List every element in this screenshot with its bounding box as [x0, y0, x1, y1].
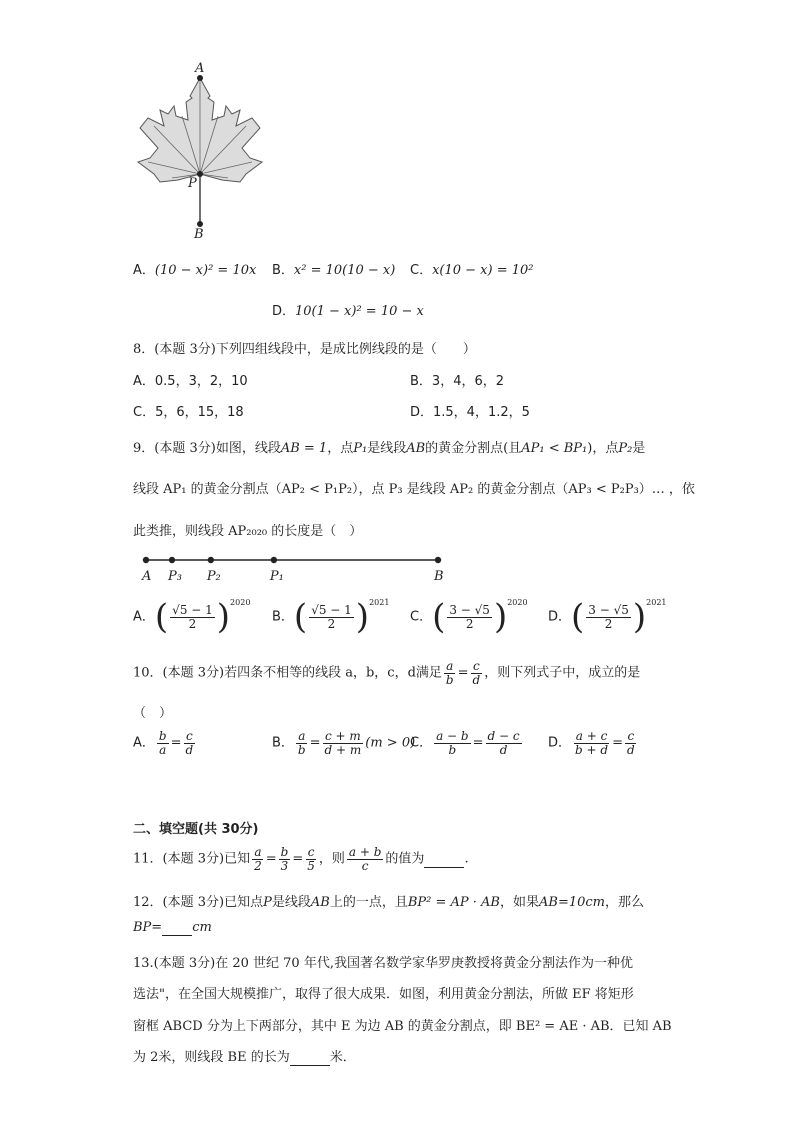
- q11-f2d: 3: [280, 858, 289, 873]
- q10-option-d-f2n: c: [627, 729, 635, 743]
- q13-line3: 窗框 ABCD 分为上下两部分，其中 E 为边 AB 的黄金分割点，即 BE² = AE · AB．已知 AB: [133, 1019, 672, 1034]
- q9-mid: ，点: [327, 441, 354, 456]
- q7-option-d-text: 10(1 − x)² = 10 − x: [295, 304, 424, 319]
- q9-option-b-num: √5 − 1: [311, 602, 352, 617]
- q10-stem-post: ，则下列式子中，成立的是: [484, 665, 641, 681]
- q9-mid3: 的黄金分割点(且: [425, 441, 522, 456]
- q13-line4-pre: 为 2米，则线段 BE 的长为: [133, 1050, 290, 1065]
- q12-stem-line1: [133, 891, 644, 910]
- q10-option-c-f2d: d: [499, 742, 508, 757]
- q10-option-a-letter: A．: [133, 735, 155, 751]
- q9-option-b-den: 2: [327, 616, 336, 631]
- q10-option-a[interactable]: A． $\frac{b}{a}$ = $\frac{c}{d}$: [133, 729, 194, 757]
- q7-option-b[interactable]: [272, 259, 395, 278]
- q12-answer-blank[interactable]: [162, 920, 192, 936]
- q9-cond: AP₁ < BP₁: [521, 441, 588, 456]
- q9-end: )，点: [587, 441, 619, 456]
- q12-stem-line2: [133, 920, 212, 936]
- q9-option-c[interactable]: C．( $\frac{3 - √5}{2}$ )$^{2020}$: [410, 597, 528, 637]
- q12-bp-label: BP=: [133, 920, 163, 935]
- q10-option-b-f2d: d + m: [324, 742, 362, 757]
- q8-option-b[interactable]: B．3，4，6，2: [410, 374, 505, 389]
- q12-ab: AB: [310, 895, 330, 910]
- q9-mid2: 是线段: [367, 441, 407, 456]
- q11-f4n: a + b: [348, 845, 382, 859]
- q11-f4d: c: [361, 858, 369, 873]
- q10-option-b-f1d: b: [297, 742, 306, 757]
- q9-stem-pre: 9．(本题 3分)如图，线段: [133, 441, 281, 456]
- q9-option-a-exp: 2020: [230, 598, 251, 607]
- q7-option-b-text: x² = 10(10 − x): [293, 263, 396, 278]
- q11-f2n: b: [280, 845, 289, 859]
- q10-stem-f1d: b: [445, 672, 454, 687]
- q10-option-c-letter: C．: [410, 735, 433, 751]
- q9-option-b-exp: 2021: [369, 598, 390, 607]
- q7-option-d[interactable]: [272, 300, 424, 319]
- q13-line1: 13.(本题 3分)在 20 世纪 70 年代,我国著名数学家华罗庚教授将黄金分割法作为一种优: [133, 956, 633, 971]
- q10-option-d-f2d: d: [626, 742, 635, 757]
- q10-stem-f2n: c: [472, 659, 480, 673]
- q11-answer-blank[interactable]: [424, 852, 464, 868]
- q7-option-c-letter: C．: [410, 263, 433, 278]
- point-p-dot: [197, 171, 203, 177]
- q9-option-d-letter: D．: [548, 609, 572, 625]
- q13-line4-post: 米．: [329, 1050, 356, 1065]
- leaf-label-p: P: [188, 176, 197, 191]
- q10-option-c-f2n: d − c: [487, 729, 520, 743]
- q10-stem-paren: （ ）: [133, 706, 173, 721]
- q10-option-c-f1n: a − b: [436, 729, 469, 743]
- q9-point-dot: [271, 557, 277, 563]
- q9-option-d-num: 3 − √5: [588, 602, 629, 617]
- q10-stem-f2d: d: [472, 672, 481, 687]
- q8-option-c[interactable]: C．5，6，15，18: [133, 405, 244, 420]
- q9-option-d-exp: 2021: [646, 598, 667, 607]
- q9-option-d[interactable]: D．( $\frac{3 - √5}{2}$ )$^{2021}$: [548, 597, 667, 637]
- leaf-label-b: B: [194, 227, 204, 242]
- q11-f3n: c: [307, 845, 315, 859]
- q7-option-a-letter: A．: [133, 263, 155, 278]
- q12-eq: BP² = AP · AB: [407, 895, 500, 910]
- q7-option-a-text: (10 − x)² = 10x: [154, 263, 257, 278]
- leaf-label-a: A: [195, 61, 205, 76]
- q9-option-a[interactable]: A．( $\frac{√5 - 1}{2}$ )$^{2020}$: [133, 597, 251, 637]
- q9-option-a-num: √5 − 1: [172, 602, 213, 617]
- maple-leaf-figure: [128, 58, 268, 243]
- q9-option-c-letter: C．: [410, 609, 433, 625]
- q10-option-b-f1n: a: [298, 729, 306, 743]
- q9-option-c-exp: 2020: [507, 598, 528, 607]
- q12-p: P: [263, 895, 272, 910]
- q10-stem: 10．(本题 3分)若四条不相等的线段 a，b，c，d满足 $\frac{a}{b}$ = $\frac{c}{d}$ ，则下列式子中，成立的是: [133, 659, 641, 687]
- q11-f1d: 2: [254, 858, 262, 873]
- q11-end: .: [464, 851, 469, 867]
- q10-option-d-f1n: a + c: [575, 729, 608, 743]
- q9-point-label: A: [142, 569, 152, 584]
- q10-option-c[interactable]: C． $\frac{a - b}{b}$ = $\frac{d - c}{d}$: [410, 729, 520, 757]
- q10-option-a-f1n: b: [158, 729, 167, 743]
- q10-option-d[interactable]: D． $\frac{a + c}{b + d}$ = $\frac{c}{d}$: [548, 729, 635, 757]
- q9-option-c-num: 3 − √5: [449, 602, 490, 617]
- q10-stem-pre: 10．(本题 3分)若四条不相等的线段 a，b，c，d满足: [133, 665, 442, 681]
- q7-option-c-text: x(10 − x) = 10²: [432, 263, 534, 278]
- q10-option-a-f2d: d: [185, 742, 194, 757]
- q9-tail: 是: [632, 441, 646, 456]
- q7-option-a[interactable]: [133, 259, 256, 278]
- q10-option-a-f2n: c: [185, 729, 193, 743]
- q10-option-c-f1d: b: [448, 742, 457, 757]
- q11-f3d: 5: [307, 858, 315, 873]
- q9-point-dot: [435, 557, 441, 563]
- q12-end: ，那么: [604, 895, 644, 910]
- q8-option-d[interactable]: D．1.5，4，1.2，5: [410, 405, 530, 420]
- q8-option-a[interactable]: A．0.5，3，2，10: [133, 374, 248, 389]
- q9-option-a-letter: A．: [133, 609, 155, 625]
- q11-mid: ，则: [318, 851, 345, 867]
- q9-option-c-den: 2: [465, 616, 474, 631]
- q12-unit: cm: [192, 920, 212, 935]
- q12-pre: 12．(本题 3分)已知点: [133, 895, 264, 910]
- q12-mid: 是线段: [271, 895, 311, 910]
- q9-point-label: P₃: [167, 569, 182, 584]
- q9-point-dot: [208, 557, 214, 563]
- q10-option-b-f2n: c + m: [324, 729, 361, 743]
- q9-segment-figure: [135, 550, 455, 586]
- q9-option-b[interactable]: B．( $\frac{√5 - 1}{2}$ )$^{2021}$: [272, 597, 390, 637]
- q7-option-c[interactable]: [410, 259, 534, 278]
- q7-option-b-letter: B．: [272, 263, 294, 278]
- q9-stem-line3: 此类推，则线段 AP₂₀₂₀ 的长度是（ ）: [133, 524, 363, 539]
- q9-point-dot: [143, 557, 149, 563]
- q9-ab: AB = 1: [280, 441, 328, 456]
- q10-option-b[interactable]: B． $\frac{a}{b}$ = $\frac{c + m}{d + m}$ (m > 0): [272, 729, 416, 757]
- q10-option-a-f1d: a: [159, 742, 167, 757]
- q9-point-label: B: [434, 569, 444, 584]
- q9-stem-line1: [133, 437, 645, 456]
- section-2-title: 二、填空题(共 30分): [133, 822, 259, 837]
- q12-mid2: 上的一点，且: [329, 895, 408, 910]
- q13-answer-blank[interactable]: [290, 1050, 330, 1066]
- q9-point-label: P₁: [269, 569, 284, 584]
- q11-post: 的值为: [385, 851, 425, 867]
- q13-line2: 选法"，在全国大规模推广，取得了很大成果．如图，利用黄金分割法，所做 EF 将矩形: [133, 987, 634, 1002]
- q12-ab-val: AB=10cm: [539, 895, 605, 910]
- q11-f1n: a: [254, 845, 262, 859]
- q13-line4: [133, 1046, 356, 1066]
- q10-stem-f1n: a: [446, 659, 454, 673]
- q11-pre: 11．(本题 3分)已知: [133, 851, 251, 867]
- q9-stem-line2: 线段 AP₁ 的黄金分割点（AP₂ < P₁P₂），点 P₃ 是线段 AP₂ 的黄金分割点（AP₃ < P₂P₃）… ，依: [133, 482, 695, 497]
- q8-stem: 8．(本题 3分)下列四组线段中，是成比例线段的是（ ）: [133, 342, 476, 357]
- q9-ab2: AB: [406, 441, 426, 456]
- q9-p1: P₁: [353, 441, 368, 456]
- q7-option-d-letter: D．: [272, 304, 296, 319]
- q9-p2: P₂: [618, 441, 633, 456]
- q10-option-b-letter: B．: [272, 735, 294, 751]
- q9-option-b-letter: B．: [272, 609, 294, 625]
- q10-option-b-cond: (m > 0): [365, 735, 416, 751]
- q9-point-dot: [169, 557, 175, 563]
- q9-option-d-den: 2: [604, 616, 613, 631]
- q11-stem: 11．(本题 3分)已知 $\frac{a}{2}$ = $\frac{b}{3}$ = $\frac{c}{5}$ ，则 $\frac{a + b}{c}$ 的值为 .: [133, 845, 469, 873]
- q9-option-a-den: 2: [188, 616, 197, 631]
- q9-point-label: P₂: [206, 569, 221, 584]
- q10-option-d-letter: D．: [548, 735, 572, 751]
- q12-mid3: ，如果: [499, 895, 539, 910]
- q10-option-d-f1d: b + d: [575, 742, 609, 757]
